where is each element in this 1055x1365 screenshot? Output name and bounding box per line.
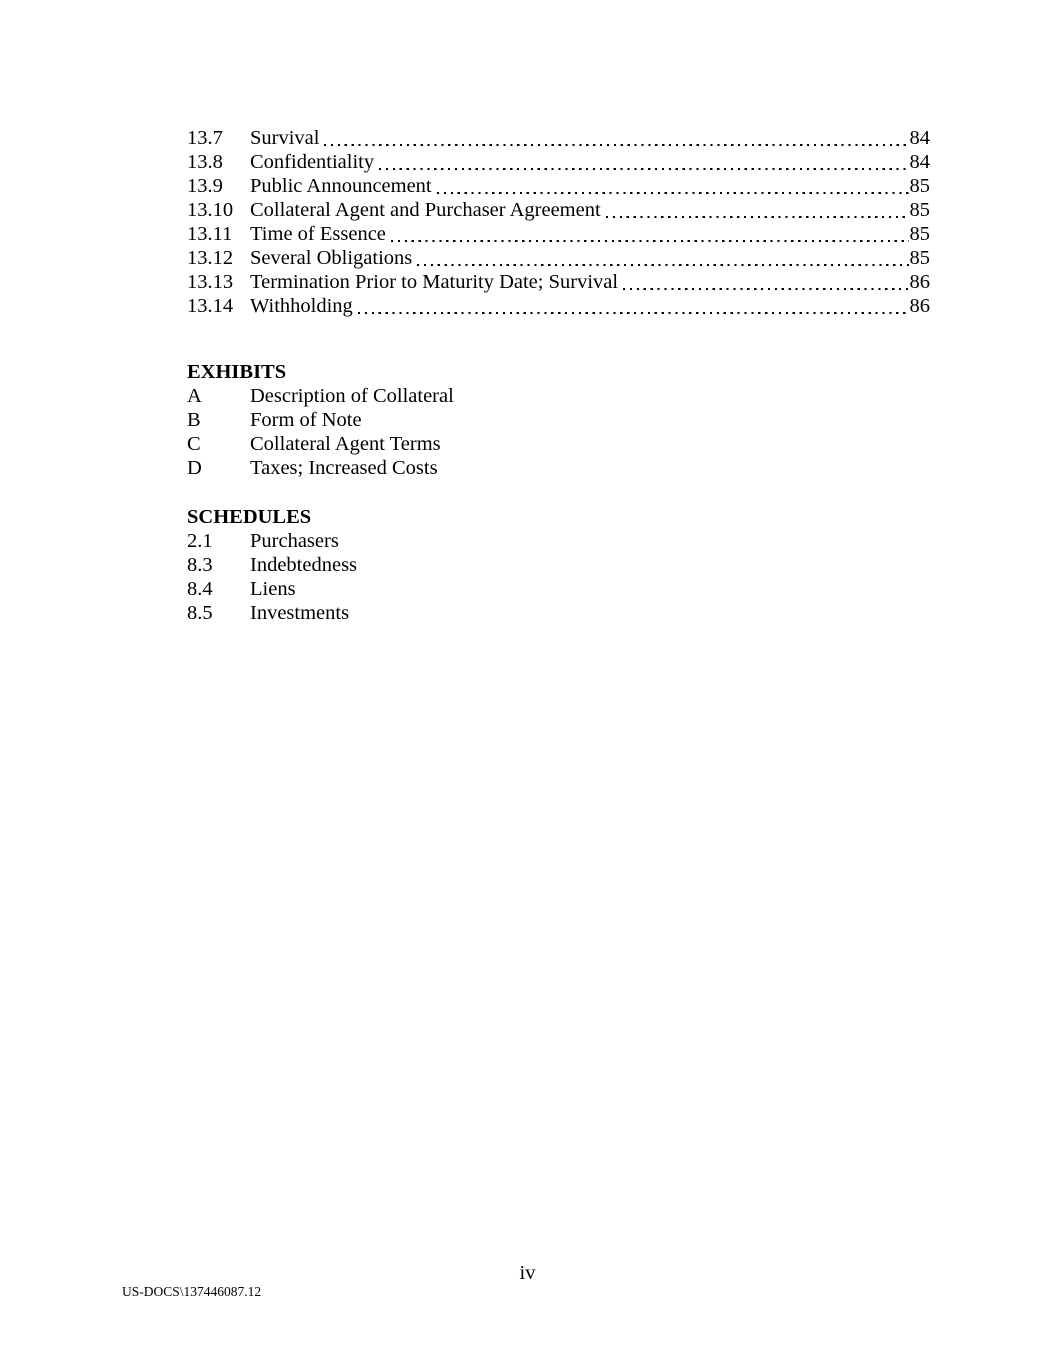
exhibit-row [187,384,930,408]
schedule-row [187,529,930,553]
dot-leader [623,288,908,290]
toc-entry-number: 13.7 [187,127,223,149]
toc-row [187,150,930,174]
schedule-title: Purchasers [250,530,339,552]
schedule-id: 2.1 [187,530,213,552]
schedule-row [187,601,930,625]
toc-row [187,270,930,294]
exhibit-title: Description of Collateral [250,385,454,407]
dot-leader [391,240,909,242]
toc-entry-page: 86 [909,271,930,293]
exhibit-title: Collateral Agent Terms [250,433,441,455]
schedules-section [187,529,930,625]
toc-row [187,222,930,246]
dot-leader [324,144,908,146]
schedule-row [187,553,930,577]
exhibit-title: Taxes; Increased Costs [250,457,438,479]
toc-row [187,294,930,318]
toc-entry-number: 13.8 [187,151,223,173]
schedule-row [187,577,930,601]
toc-entry-page: 85 [909,175,930,197]
toc-entry-number: 13.9 [187,175,223,197]
toc-entry-page: 84 [909,127,930,149]
toc-entry-number: 13.13 [187,271,234,293]
toc-entry-title: Public Announcement [250,175,432,197]
exhibit-id: D [187,457,202,479]
dot-leader [606,216,909,218]
schedule-id: 8.4 [187,578,213,600]
exhibit-title: Form of Note [250,409,362,431]
toc-entry-page: 85 [909,247,930,269]
toc-entry-title: Withholding [250,295,353,317]
toc-entry-title: Survival [250,127,320,149]
schedule-title: Indebtedness [250,554,358,576]
dot-leader [358,312,909,314]
schedule-title: Investments [250,602,350,624]
toc-entry-page: 86 [909,295,930,317]
schedules-heading: SCHEDULES [187,506,312,528]
toc-entry-page: 84 [909,151,930,173]
page-content [187,126,930,625]
toc-row [187,198,930,222]
toc-entry-title: Confidentiality [250,151,375,173]
toc-entry-number: 13.11 [187,223,233,245]
toc-entry-title: Collateral Agent and Purchaser Agreement [250,199,601,221]
exhibit-row [187,432,930,456]
toc-row [187,126,930,150]
exhibit-id: A [187,385,202,407]
toc-entry-number: 13.10 [187,199,234,221]
toc-entry-page: 85 [909,223,930,245]
toc-entry-page: 85 [909,199,930,221]
exhibits-section [187,384,930,480]
schedule-id: 8.5 [187,602,213,624]
footer-doc-id: US-DOCS\137446087.12 [122,1284,262,1299]
toc-entry-title: Time of Essence [250,223,386,245]
exhibit-id: C [187,433,201,455]
toc-section [187,126,930,318]
dot-leader [437,192,909,194]
toc-entry-number: 13.12 [187,247,234,269]
schedule-id: 8.3 [187,554,213,576]
toc-row [187,246,930,270]
exhibit-row [187,408,930,432]
footer-page-number: iv [519,1262,536,1284]
toc-entry-number: 13.14 [187,295,234,317]
schedule-title: Liens [250,578,296,600]
dot-leader [379,168,908,170]
exhibit-id: B [187,409,201,431]
toc-row [187,174,930,198]
exhibits-heading: EXHIBITS [187,361,287,383]
dot-leader [417,264,908,266]
toc-entry-title: Several Obligations [250,247,413,269]
toc-entry-title: Termination Prior to Maturity Date; Survival [250,271,619,293]
exhibit-row [187,456,930,480]
